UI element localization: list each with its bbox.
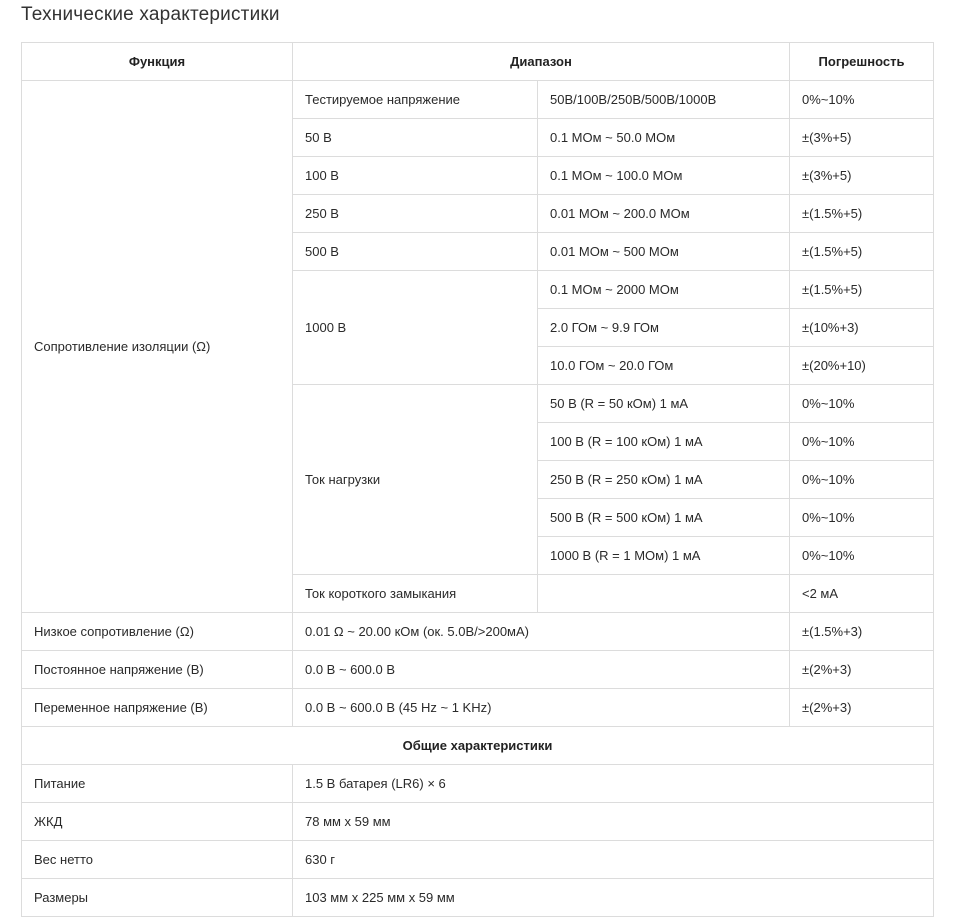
power-label: Питание — [22, 765, 293, 803]
low-resistance-accuracy: ±(1.5%+3) — [790, 613, 934, 651]
lcd-label: ЖКД — [22, 803, 293, 841]
r1000-accuracy: ±(10%+3) — [790, 309, 934, 347]
load-current-range: 1000 В (R = 1 МОм) 1 мА — [538, 537, 790, 575]
general-section-header: Общие характеристики — [22, 727, 934, 765]
short-circuit-range — [538, 575, 790, 613]
test-voltage-range: 50В/100В/250В/500В/1000В — [538, 81, 790, 119]
table-row — [22, 765, 934, 803]
power-value: 1.5 В батарея (LR6) × 6 — [293, 765, 934, 803]
low-resistance-range: 0.01 Ω ~ 20.00 кОм (ок. 5.0В/>200мА) — [293, 613, 790, 651]
short-circuit-accuracy: <2 мА — [790, 575, 934, 613]
r1000-label: 1000 В — [293, 271, 538, 385]
short-circuit-label: Ток короткого замыкания — [293, 575, 538, 613]
ac-voltage-function: Переменное напряжение (В) — [22, 689, 293, 727]
ac-voltage-range: 0.0 В ~ 600.0 В (45 Hz ~ 1 KHz) — [293, 689, 790, 727]
section-header-row — [22, 727, 934, 765]
table-header-row — [22, 43, 934, 81]
weight-label: Вес нетто — [22, 841, 293, 879]
load-current-accuracy: 0%~10% — [790, 537, 934, 575]
table-row — [22, 803, 934, 841]
r100-range: 0.1 МОм ~ 100.0 МОм — [538, 157, 790, 195]
table-row — [22, 689, 934, 727]
dimensions-value: 103 мм x 225 мм x 59 мм — [293, 879, 934, 917]
r500-range: 0.01 МОм ~ 500 МОм — [538, 233, 790, 271]
r1000-accuracy: ±(1.5%+5) — [790, 271, 934, 309]
table-row — [22, 879, 934, 917]
r250-label: 250 В — [293, 195, 538, 233]
header-function: Функция — [22, 43, 293, 81]
r50-range: 0.1 МОм ~ 50.0 МОм — [538, 119, 790, 157]
header-accuracy: Погрешность — [790, 43, 934, 81]
table-row — [22, 651, 934, 689]
load-current-accuracy: 0%~10% — [790, 461, 934, 499]
r100-accuracy: ±(3%+5) — [790, 157, 934, 195]
dc-voltage-function: Постоянное напряжение (В) — [22, 651, 293, 689]
r250-range: 0.01 МОм ~ 200.0 МОм — [538, 195, 790, 233]
table-row — [22, 81, 934, 119]
r1000-accuracy: ±(20%+10) — [790, 347, 934, 385]
low-resistance-function: Низкое сопротивление (Ω) — [22, 613, 293, 651]
weight-value: 630 г — [293, 841, 934, 879]
load-current-accuracy: 0%~10% — [790, 385, 934, 423]
dc-voltage-range: 0.0 В ~ 600.0 В — [293, 651, 790, 689]
load-current-range: 500 В (R = 500 кОм) 1 мА — [538, 499, 790, 537]
r250-accuracy: ±(1.5%+5) — [790, 195, 934, 233]
table-row — [22, 613, 934, 651]
load-current-label: Ток нагрузки — [293, 385, 538, 575]
lcd-value: 78 мм x 59 мм — [293, 803, 934, 841]
r500-accuracy: ±(1.5%+5) — [790, 233, 934, 271]
r50-label: 50 В — [293, 119, 538, 157]
r50-accuracy: ±(3%+5) — [790, 119, 934, 157]
dimensions-label: Размеры — [22, 879, 293, 917]
insulation-function: Сопротивление изоляции (Ω) — [22, 81, 293, 613]
page-title: Технические характеристики — [21, 4, 280, 25]
r100-label: 100 В — [293, 157, 538, 195]
table-row — [22, 841, 934, 879]
load-current-range: 250 В (R = 250 кОм) 1 мА — [538, 461, 790, 499]
spec-table — [21, 42, 934, 917]
dc-voltage-accuracy: ±(2%+3) — [790, 651, 934, 689]
load-current-accuracy: 0%~10% — [790, 423, 934, 461]
r1000-range: 10.0 ГОм ~ 20.0 ГОм — [538, 347, 790, 385]
r500-label: 500 В — [293, 233, 538, 271]
load-current-range: 100 В (R = 100 кОм) 1 мА — [538, 423, 790, 461]
test-voltage-accuracy: 0%~10% — [790, 81, 934, 119]
load-current-range: 50 В (R = 50 кОм) 1 мА — [538, 385, 790, 423]
r1000-range: 0.1 МОм ~ 2000 МОм — [538, 271, 790, 309]
r1000-range: 2.0 ГОм ~ 9.9 ГОм — [538, 309, 790, 347]
test-voltage-label: Тестируемое напряжение — [293, 81, 538, 119]
ac-voltage-accuracy: ±(2%+3) — [790, 689, 934, 727]
load-current-accuracy: 0%~10% — [790, 499, 934, 537]
header-range: Диапазон — [293, 43, 790, 81]
